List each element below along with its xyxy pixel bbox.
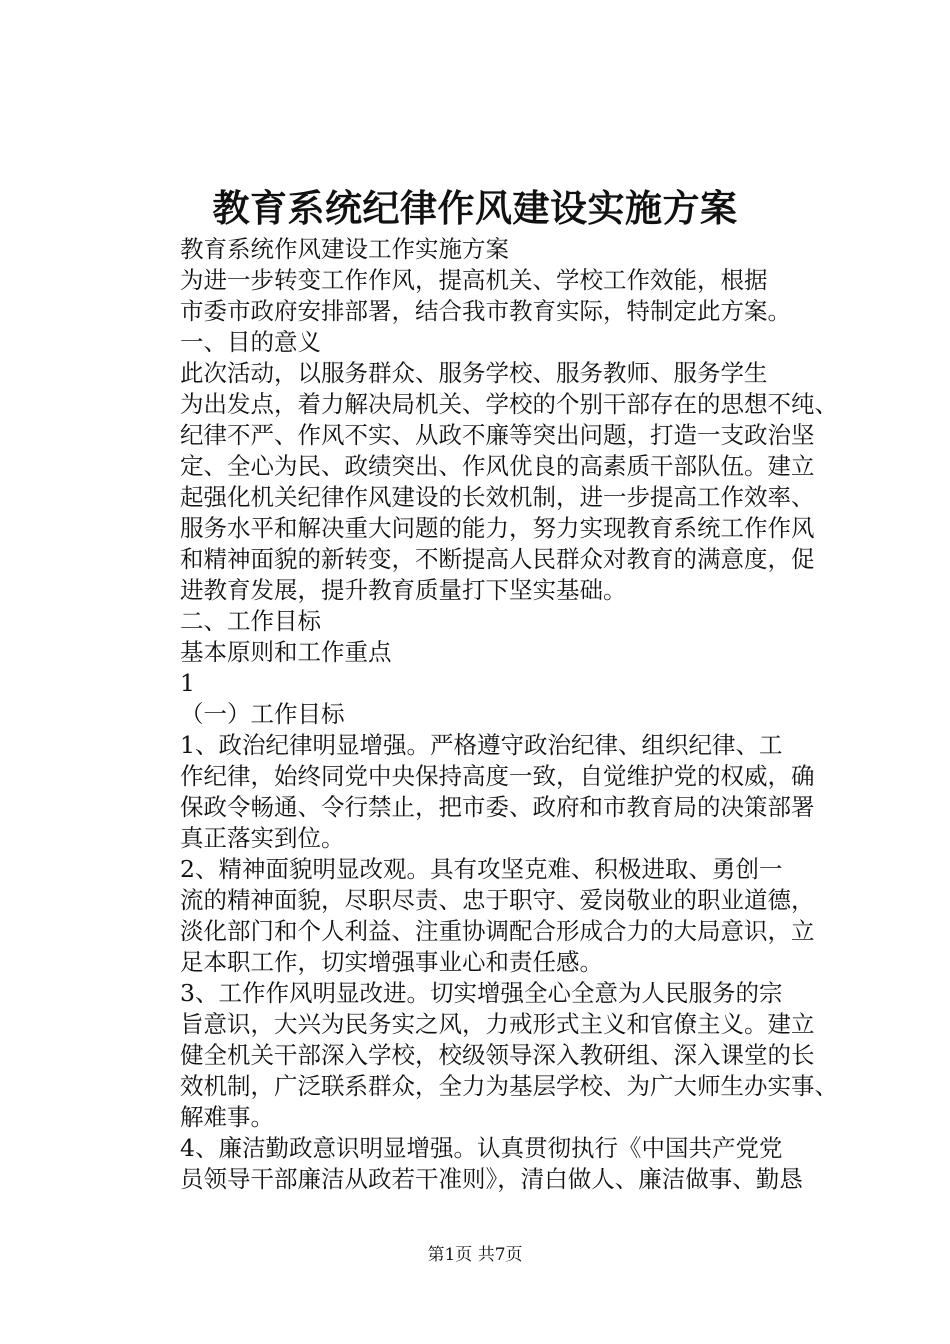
text-line: 起强化机关纪律作风建设的长效机制，进一步提高工作效率、 [180,483,815,511]
text-line: 此次活动，以服务群众、服务学校、服务教师、服务学生 [180,359,768,387]
paragraph [130,358,838,606]
text-line: 1、政治纪律明显增强。严格遵守政治纪律、组织纪律、工 [180,731,783,759]
text-line: 3、工作作风明显改进。切实增强全心全意为人民服务的宗 [180,979,783,1007]
text-line: 淡化部门和个人利益、注重协调配合形成合力的大局意识，立 [180,917,815,945]
text-line: 和精神面貌的新转变，不断提高人民群众对教育的满意度，促 [180,545,815,573]
paragraph [130,854,830,978]
text-line: 足本职工作，切实增强事业心和责任感。 [180,948,603,976]
text-line: 解难事。 [180,1103,274,1131]
text-line: 服务水平和解决重大问题的能力，努力实现教育系统工作作风 [180,514,815,542]
text-line: 纪律不严、作风不实、从政不廉等突出问题，打造一支政治坚 [180,421,815,449]
text-line: 市委市政府安排部署，结合我市教育实际，特制定此方案。 [180,297,791,325]
paragraph [130,730,830,854]
text-line: 真正落实到位。 [180,824,345,852]
text-line: 4、廉洁勤政意识明显增强。认真贯彻执行《中国共产党党 [180,1134,783,1162]
text-line: 2、精神面貌明显改观。具有攻坚克难、积极进取、勇创一 [180,855,783,883]
text-line: 定、全心为民、政绩突出、作风优良的高素质干部队伍。建立 [180,452,815,480]
text-line: 员领导干部廉洁从政若干准则》，清白做人、廉洁做事、勤恳 [180,1165,803,1193]
text-line: 旨意识，大兴为民务实之风，力戒形式主义和官僚主义。建立 [180,1010,815,1038]
text-line: 基本原则和工作重点 [180,638,392,666]
text-line: （一）工作目标 [180,700,345,728]
text-line: 流的精神面貌，尽职尽责、忠于职守、爱岗敬业的职业道德， [180,886,815,914]
text-line: 为进一步转变工作作风，提高机关、学校工作效能，根据 [180,266,768,294]
paragraph [130,327,830,358]
text-line: 为出发点，着力解决局机关、学校的个别干部存在的思想不纯、 [180,390,838,418]
text-line: 1 [180,669,195,697]
text-line: 效机制，广泛联系群众，全力为基层学校、为广大师生办实事、 [180,1072,838,1100]
paragraph [130,668,830,699]
page-footer: 第1页 共7页 [427,1245,523,1265]
text-line: 一、目的意义 [180,328,321,356]
text-line: 保政令畅通、令行禁止，把市委、政府和市教育局的决策部署 [180,793,815,821]
text-line: 进教育发展，提升教育质量打下坚实基础。 [180,576,627,604]
text-line: 教育系统作风建设工作实施方案 [180,235,509,263]
paragraph [130,978,838,1133]
paragraph [130,606,830,637]
text-line: 作纪律，始终同党中央保持高度一致，自觉维护党的权威，确 [180,762,815,790]
text-line: 二、工作目标 [180,607,321,635]
text-line: 健全机关干部深入学校，校级领导深入教研组、深入课堂的长 [180,1041,815,1069]
paragraph [130,234,830,265]
paragraph [130,265,830,327]
paragraph [130,1133,830,1195]
paragraph [130,699,830,730]
paragraph [130,637,830,668]
document-title: 教育系统纪律作风建设实施方案 [212,186,738,230]
document-body [130,234,838,1195]
